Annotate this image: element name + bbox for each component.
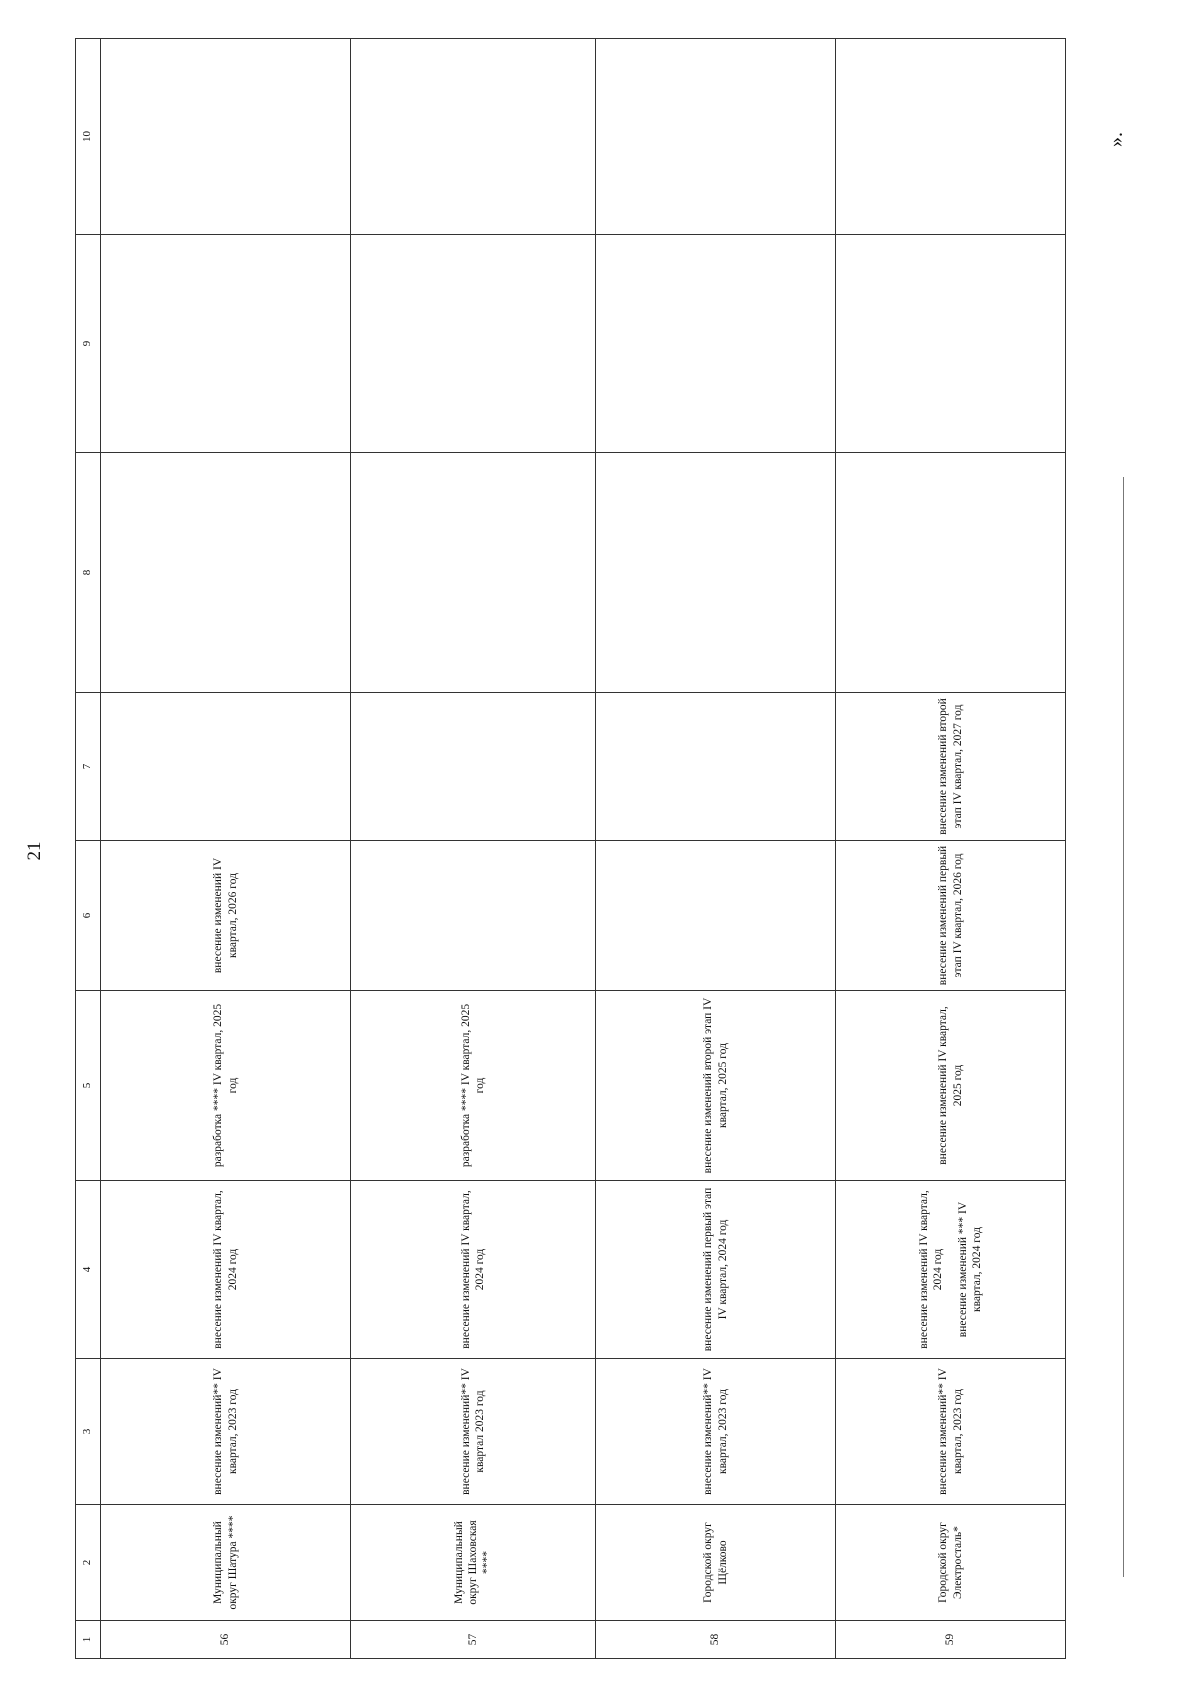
schedule-cell-c4 [596, 1181, 836, 1359]
schedule-entry: внесение изменений** IV квартал 2023 год [459, 1368, 486, 1495]
table-row [101, 39, 351, 1659]
schedule-table [75, 38, 1066, 1659]
page-number: 21 [24, 841, 45, 861]
row-number-cell: 57 [351, 1621, 596, 1659]
footnote-separator [1123, 477, 1124, 1577]
schedule-cell-c9 [101, 235, 351, 453]
municipality-name-cell: Городской округ Электросталь* [836, 1505, 1066, 1621]
schedule-entry: внесение изменений IV квартал, 2026 год [212, 857, 239, 974]
schedule-entry: внесение изменений первый этап IV квартал, 2024 год [702, 1187, 729, 1352]
column-number: 4 [76, 1181, 101, 1359]
schedule-cell-c8 [836, 453, 1066, 693]
schedule-cell-c5 [101, 991, 351, 1181]
schedule-cell-c3 [101, 1359, 351, 1505]
schedule-cell-c10 [101, 39, 351, 235]
schedule-cell-c4 [101, 1181, 351, 1359]
schedule-cell-c8 [596, 453, 836, 693]
municipality-name-cell: Муниципальный округ Шаховская **** [351, 1505, 596, 1621]
schedule-entry: внесение изменений IV квартал, 2024 год [918, 1190, 945, 1349]
schedule-cell-c3 [351, 1359, 596, 1505]
schedule-entry: разработка **** IV квартал, 2025 год [459, 1003, 486, 1168]
column-number: 2 [76, 1505, 101, 1621]
table-row [351, 39, 596, 1659]
schedule-cell-c4 [351, 1181, 596, 1359]
schedule-cell-c6 [836, 841, 1066, 991]
schedule-cell-c10 [836, 39, 1066, 235]
schedule-cell-c8 [351, 453, 596, 693]
table-row [596, 39, 836, 1659]
schedule-entry: внесение изменений второй этап IV квартал, 2027 год [937, 698, 964, 835]
schedule-cell-c6 [596, 841, 836, 991]
column-number: 10 [76, 39, 101, 235]
schedule-cell-c9 [351, 235, 596, 453]
schedule-entry: внесение изменений** IV квартал, 2023 год [937, 1368, 964, 1495]
schedule-cell-c7 [351, 693, 596, 841]
schedule-cell-c6 [351, 841, 596, 991]
municipality-name-cell: Муниципальный округ Шатура **** [101, 1505, 351, 1621]
column-number: 5 [76, 991, 101, 1181]
schedule-cell-c8 [101, 453, 351, 693]
schedule-cell-c3 [836, 1359, 1066, 1505]
schedule-cell-c9 [836, 235, 1066, 453]
row-number-cell: 59 [836, 1621, 1066, 1659]
schedule-cell-c10 [596, 39, 836, 235]
schedule-entry: внесение изменений первый этап IV квартал, 2026 год [937, 845, 964, 986]
schedule-cell-c7 [596, 693, 836, 841]
schedule-entry: внесение изменений IV квартал, 2025 год [937, 1006, 964, 1165]
schedule-entry: внесение изменений второй этап IV квартал, 2025 год [702, 997, 729, 1174]
schedule-entry: внесение изменений IV квартал, 2024 год [212, 1190, 239, 1349]
row-number-cell: 58 [596, 1621, 836, 1659]
schedule-cell-c5 [836, 991, 1066, 1181]
schedule-cell-c5 [596, 991, 836, 1181]
column-number: 3 [76, 1359, 101, 1505]
table-row [836, 39, 1066, 1659]
schedule-entry: внесение изменений *** IV квартал, 2024 год [956, 1201, 983, 1338]
column-number: 7 [76, 693, 101, 841]
schedule-cell-c3 [596, 1359, 836, 1505]
column-number: 6 [76, 841, 101, 991]
column-number-row [76, 39, 101, 1659]
schedule-cell-c6 [101, 841, 351, 991]
schedule-entry: внесение изменений IV квартал, 2024 год [459, 1190, 486, 1349]
column-number: 9 [76, 235, 101, 453]
schedule-cell-c4 [836, 1181, 1066, 1359]
closing-quote-mark: ». [1105, 132, 1127, 147]
schedule-cell-c7 [101, 693, 351, 841]
schedule-entry: внесение изменений** IV квартал, 2023 год [702, 1368, 729, 1495]
column-number: 1 [76, 1621, 101, 1659]
schedule-cell-c9 [596, 235, 836, 453]
row-number-cell: 56 [101, 1621, 351, 1659]
schedule-entry: внесение изменений** IV квартал, 2023 год [212, 1368, 239, 1495]
column-number: 8 [76, 453, 101, 693]
municipality-name-cell: Городской округ Щёлково [596, 1505, 836, 1621]
schedule-entry: разработка **** IV квартал, 2025 год [212, 1003, 239, 1168]
schedule-cell-c7 [836, 693, 1066, 841]
schedule-cell-c5 [351, 991, 596, 1181]
schedule-cell-c10 [351, 39, 596, 235]
